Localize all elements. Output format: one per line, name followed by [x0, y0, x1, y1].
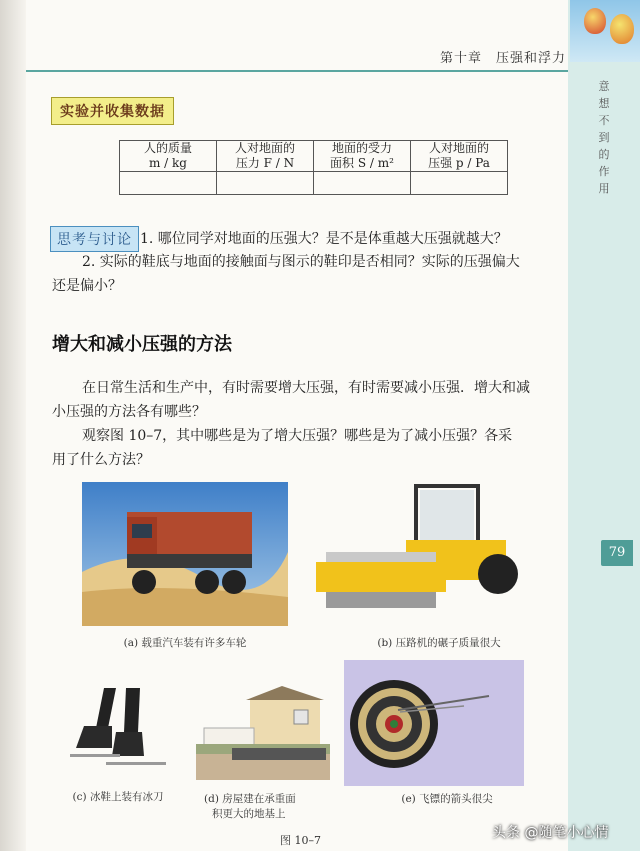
discussion-label: 思考与讨论	[50, 226, 139, 252]
data-table	[119, 140, 508, 195]
chapter-header: 第十章 压强和浮力	[440, 51, 567, 66]
question-1: 1. 哪位同学对地面的压强大？是不是体重越大压强就越大？	[140, 231, 508, 247]
margin-vertical-text: 意 想 不 到 的 作 用	[598, 80, 610, 195]
figure-number: 图 10–7	[280, 834, 321, 847]
experiment-label: 实验并收集数据	[51, 97, 174, 125]
ice-skates-image	[56, 688, 174, 784]
caption-b: (b) 压路机的碾子质量很大	[377, 637, 501, 649]
table-cell	[217, 172, 314, 195]
caption-d: (d) 房屋建在承重面 积更大的地基上	[204, 793, 296, 820]
watermark: 头条 @随笔小心情	[492, 825, 609, 841]
table-header-row	[120, 141, 508, 172]
table-cell	[411, 172, 508, 195]
section-title: 增大和减小压强的方法	[52, 334, 232, 355]
hot-air-balloons-image	[570, 0, 640, 62]
paragraph-1: 在日常生活和生产中，有时需要增大压强，有时需要减小压强．增大和减 小压强的方法各有哪些？	[52, 380, 530, 420]
road-roller-photo	[316, 482, 522, 626]
table-row	[120, 172, 508, 195]
dump-truck-photo	[82, 482, 288, 626]
table-header-cell: 人的质量 m / kg	[120, 141, 217, 172]
caption-e: (e) 飞镖的箭头很尖	[401, 793, 493, 805]
caption-a: (a) 载重汽车装有许多车轮	[123, 637, 247, 649]
table-cell	[120, 172, 217, 195]
page-number: 79	[601, 540, 633, 566]
paragraph-2: 观察图 10–7，其中哪些是为了增大压强？哪些是为了减小压强？各采 用了什么方法？	[52, 428, 513, 468]
house-foundation-image	[196, 682, 330, 784]
dartboard-image	[344, 660, 524, 786]
table-header-cell: 人对地面的 压强 p / Pa	[411, 141, 508, 172]
table-header-cell: 地面的受力 面积 S / m²	[314, 141, 411, 172]
question-2: 2. 实际的鞋底与地面的接触面与图示的鞋印是否相同？实际的压强偏大 还是偏小？	[52, 254, 520, 294]
table-header-cell: 人对地面的 压力 F / N	[217, 141, 314, 172]
table-cell	[314, 172, 411, 195]
header-rule	[26, 70, 568, 72]
caption-c: (c) 冰鞋上装有冰刀	[72, 791, 164, 803]
page-binding-shadow	[0, 0, 26, 851]
